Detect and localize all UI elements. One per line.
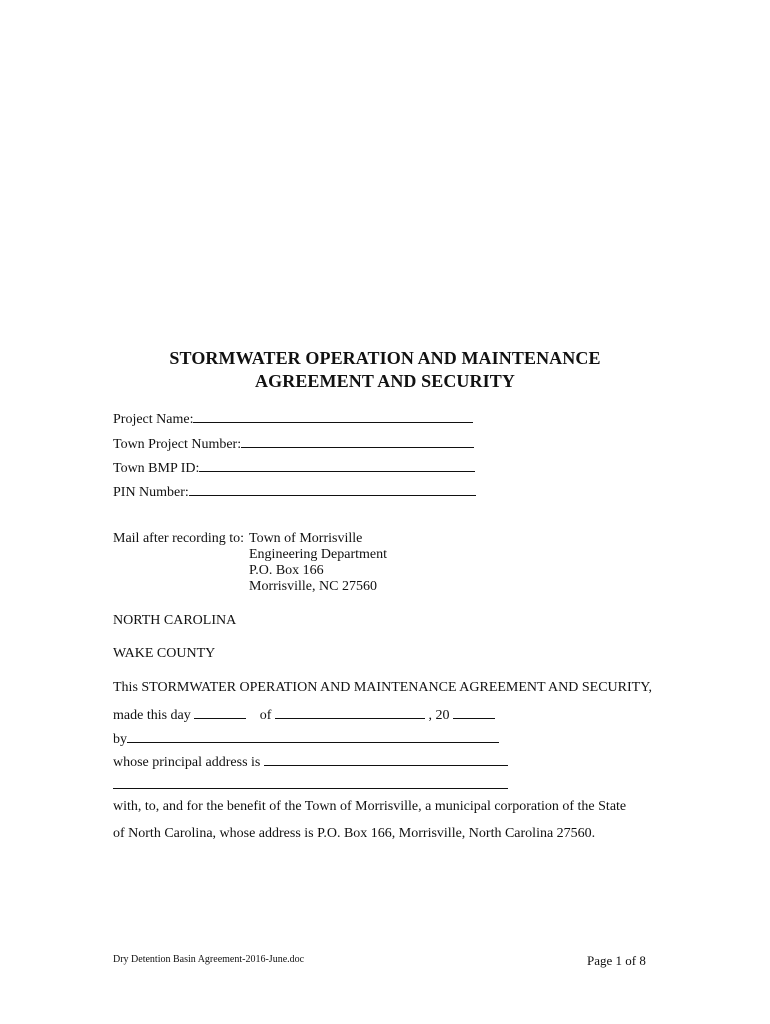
county-heading: WAKE COUNTY [113,646,216,661]
principal-address-label: whose principal address is [113,755,261,770]
town-project-number-field [113,435,474,453]
town-bmp-id-field [113,459,475,477]
mail-address-line: Town of Morrisville [249,531,363,546]
document-title-line1: STORMWATER OPERATION AND MAINTENANCE [169,348,601,368]
document-title-line2: AGREEMENT AND SECURITY [255,371,515,391]
made-this-day-line [113,706,495,724]
address-continuation-blank[interactable] [113,788,508,789]
mail-address-line: Morrisville, NC 27560 [249,579,377,594]
pin-number-field [113,483,476,501]
mail-address-block [249,531,387,595]
benefit-line-1: with, to, and for the benefit of the Town of Morrisville, a municipal corporation of the State [113,799,627,814]
by-line [113,730,499,748]
day-blank[interactable] [194,706,246,719]
benefit-line-2: of North Carolina, whose address is P.O. Box 166, Morrisville, North Carolina 27560. [113,826,596,841]
agreement-intro: This STORMWATER OPERATION AND MAINTENANCE AGREEMENT AND SECURITY, [113,680,653,695]
by-label: by [113,732,127,747]
year-blank[interactable] [453,706,495,719]
year-prefix-label: , 20 [428,708,450,723]
by-blank[interactable] [127,730,499,743]
town-project-number-label: Town Project Number: [113,437,242,452]
footer-page-number: Page 1 of 8 [587,953,646,968]
principal-address-line [113,753,508,771]
mail-address-line: Engineering Department [249,547,388,562]
town-bmp-id-blank[interactable] [199,459,475,472]
made-this-day-label: made this day [113,708,191,723]
mail-address-line: P.O. Box 166 [249,563,324,578]
footer-filename: Dry Detention Basin Agreement-2016-June.doc [113,954,305,965]
town-bmp-id-label: Town BMP ID: [113,461,200,476]
principal-address-blank[interactable] [264,753,508,766]
project-name-blank[interactable] [193,410,473,423]
project-name-field [113,410,473,428]
town-project-number-blank[interactable] [241,435,474,448]
mail-after-recording-label: Mail after recording to: [113,531,245,546]
of-label: of [259,708,272,723]
project-name-label: Project Name: [113,412,194,427]
pin-number-blank[interactable] [189,483,476,496]
pin-number-label: PIN Number: [113,485,189,500]
state-heading: NORTH CAROLINA [113,613,237,628]
month-blank[interactable] [275,706,425,719]
